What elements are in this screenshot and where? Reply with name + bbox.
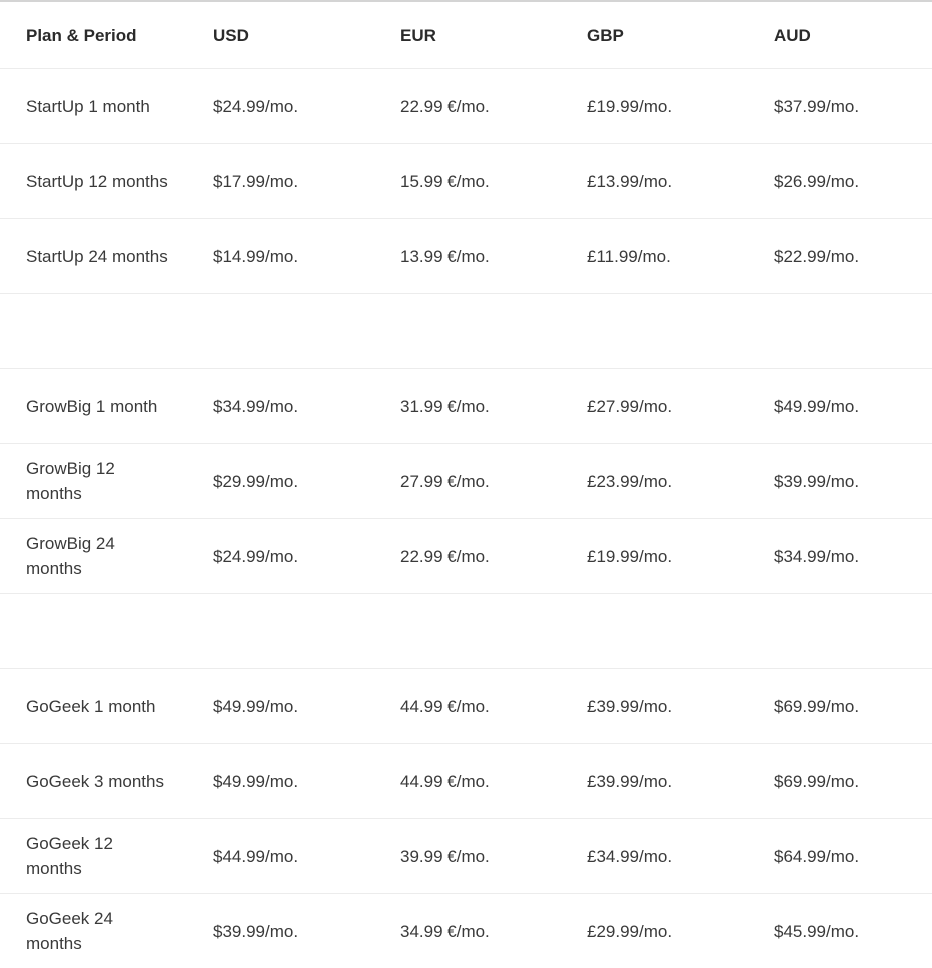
usd-price-cell: $17.99/mo.: [187, 144, 374, 219]
gbp-price-cell: [561, 594, 748, 669]
aud-price-cell: $49.99/mo.: [748, 369, 932, 444]
column-header-gbp: GBP: [561, 2, 748, 69]
column-header-usd: USD: [187, 2, 374, 69]
aud-price-cell: $69.99/mo.: [748, 669, 932, 744]
plan-cell: GrowBig 24 months: [0, 519, 187, 594]
table-row: [0, 219, 932, 294]
aud-price-cell: [748, 594, 932, 669]
usd-price-cell: $49.99/mo.: [187, 744, 374, 819]
plan-cell: [0, 294, 187, 369]
usd-price-cell: $44.99/mo.: [187, 819, 374, 894]
gbp-price-cell: £27.99/mo.: [561, 369, 748, 444]
table-row: [0, 819, 932, 894]
eur-price-cell: 31.99 €/mo.: [374, 369, 561, 444]
gbp-price-cell: £34.99/mo.: [561, 819, 748, 894]
table-row: [0, 369, 932, 444]
gbp-price-cell: [561, 294, 748, 369]
column-header-plan-period: Plan & Period: [0, 2, 187, 69]
aud-price-cell: $64.99/mo.: [748, 819, 932, 894]
aud-price-cell: $45.99/mo.: [748, 894, 932, 968]
gbp-price-cell: £39.99/mo.: [561, 669, 748, 744]
usd-price-cell: $24.99/mo.: [187, 69, 374, 144]
aud-price-cell: $22.99/mo.: [748, 219, 932, 294]
eur-price-cell: 22.99 €/mo.: [374, 519, 561, 594]
usd-price-cell: $14.99/mo.: [187, 219, 374, 294]
plan-cell: GoGeek 12 months: [0, 819, 187, 894]
eur-price-cell: 39.99 €/mo.: [374, 819, 561, 894]
gbp-price-cell: £13.99/mo.: [561, 144, 748, 219]
plan-cell: [0, 594, 187, 669]
plan-cell: StartUp 12 months: [0, 144, 187, 219]
usd-price-cell: $24.99/mo.: [187, 519, 374, 594]
aud-price-cell: $37.99/mo.: [748, 69, 932, 144]
table-header-row: [0, 2, 932, 69]
eur-price-cell: 44.99 €/mo.: [374, 744, 561, 819]
gbp-price-cell: £29.99/mo.: [561, 894, 748, 968]
aud-price-cell: $26.99/mo.: [748, 144, 932, 219]
table-row-blank: [0, 294, 932, 369]
eur-price-cell: 13.99 €/mo.: [374, 219, 561, 294]
table-row: [0, 69, 932, 144]
aud-price-cell: $34.99/mo.: [748, 519, 932, 594]
aud-price-cell: $69.99/mo.: [748, 744, 932, 819]
plan-cell: GoGeek 3 months: [0, 744, 187, 819]
usd-price-cell: [187, 594, 374, 669]
column-header-eur: EUR: [374, 2, 561, 69]
gbp-price-cell: £23.99/mo.: [561, 444, 748, 519]
eur-price-cell: 44.99 €/mo.: [374, 669, 561, 744]
eur-price-cell: 27.99 €/mo.: [374, 444, 561, 519]
eur-price-cell: 22.99 €/mo.: [374, 69, 561, 144]
table-row: [0, 669, 932, 744]
usd-price-cell: [187, 294, 374, 369]
usd-price-cell: $29.99/mo.: [187, 444, 374, 519]
table-row: [0, 894, 932, 968]
gbp-price-cell: £19.99/mo.: [561, 519, 748, 594]
column-header-aud: AUD: [748, 2, 932, 69]
plan-cell: GrowBig 1 month: [0, 369, 187, 444]
eur-price-cell: 15.99 €/mo.: [374, 144, 561, 219]
eur-price-cell: [374, 594, 561, 669]
pricing-table: [0, 2, 932, 968]
table-row: [0, 519, 932, 594]
table-row: [0, 744, 932, 819]
gbp-price-cell: £11.99/mo.: [561, 219, 748, 294]
plan-cell: StartUp 24 months: [0, 219, 187, 294]
plan-cell: StartUp 1 month: [0, 69, 187, 144]
table-row-blank: [0, 594, 932, 669]
usd-price-cell: $34.99/mo.: [187, 369, 374, 444]
aud-price-cell: $39.99/mo.: [748, 444, 932, 519]
plan-cell: GoGeek 1 month: [0, 669, 187, 744]
usd-price-cell: $49.99/mo.: [187, 669, 374, 744]
aud-price-cell: [748, 294, 932, 369]
eur-price-cell: 34.99 €/mo.: [374, 894, 561, 968]
eur-price-cell: [374, 294, 561, 369]
plan-cell: GoGeek 24 months: [0, 894, 187, 968]
table-row: [0, 144, 932, 219]
gbp-price-cell: £39.99/mo.: [561, 744, 748, 819]
table-row: [0, 444, 932, 519]
gbp-price-cell: £19.99/mo.: [561, 69, 748, 144]
usd-price-cell: $39.99/mo.: [187, 894, 374, 968]
plan-cell: GrowBig 12 months: [0, 444, 187, 519]
